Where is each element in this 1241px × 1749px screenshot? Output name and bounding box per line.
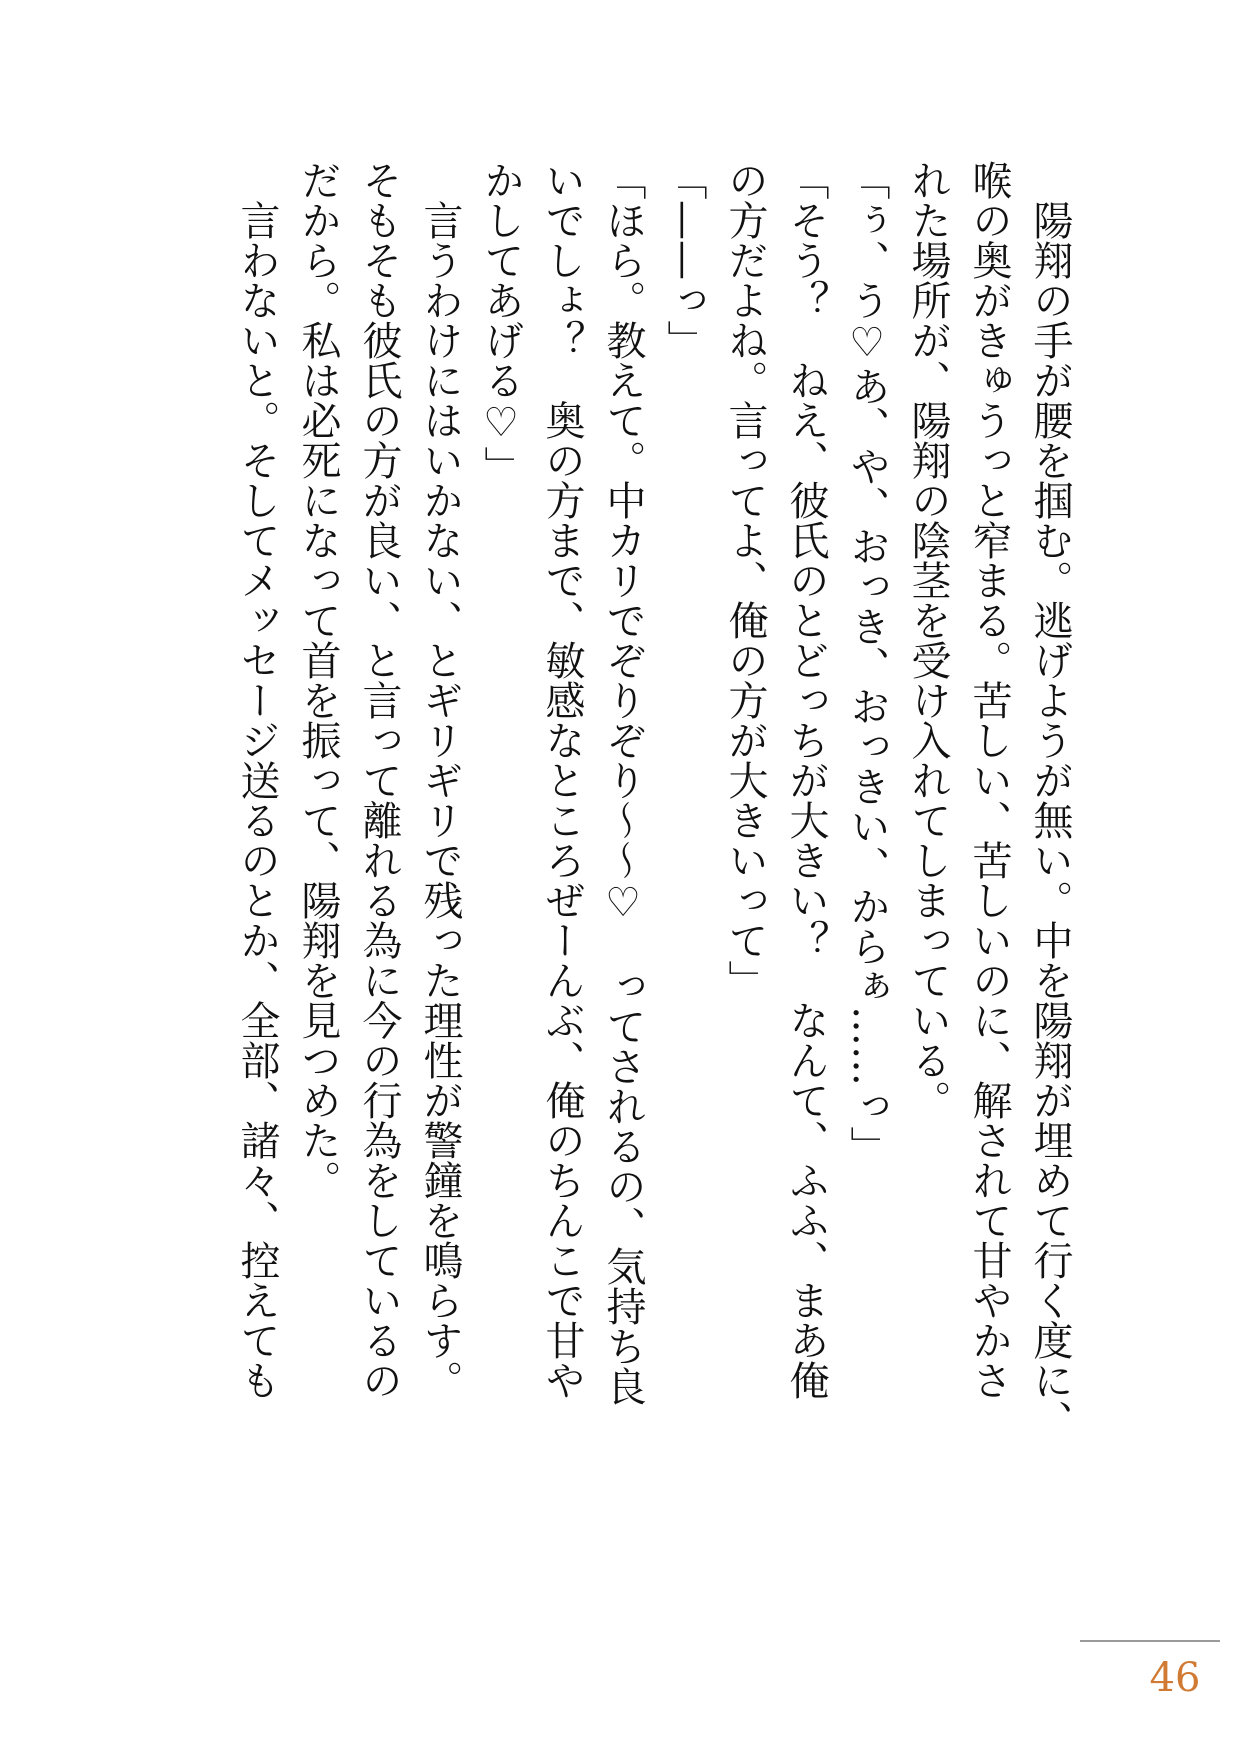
text-line: そもそも彼氏の方が良い、と言って離れる為に今の行為をしているの xyxy=(356,160,402,1400)
text-line: 「——っ」 xyxy=(661,160,707,360)
text-line: かしてあげる♡」 xyxy=(478,160,524,486)
text-line: 言わないと。そしてメッセージ送るのとか、全部、諸々、控えても xyxy=(234,160,280,1400)
text-line: 「そう？ ねえ、彼氏のとどっちが大きい？ なんて、ふふ、まあ俺 xyxy=(783,160,829,1400)
body-text xyxy=(180,160,1080,1500)
text-line: 「ほら。教えて。中カリでぞりぞり〜〜♡ ってされるの、気持ち良 xyxy=(600,160,646,1406)
text-line: いでしょ？ 奥の方まで、敏感なところぜーんぶ、俺のちんこで甘や xyxy=(539,160,585,1400)
footer-divider xyxy=(1080,1640,1220,1642)
text-line: の方だよね。言ってよ、俺の方が大きいって」 xyxy=(722,160,768,1000)
page-number: 46 xyxy=(1149,1655,1201,1701)
text-line: 喉の奥がきゅうっと窄まる。苦しい、苦しいのに、解されて甘やかさ xyxy=(966,160,1012,1400)
text-line: 陽翔の手が腰を掴む。逃げようが無い。中を陽翔が埋めて行く度に、 xyxy=(1027,160,1073,1440)
text-line: 言うわけにはいかない、とギリギリで残った理性が警鐘を鳴らす。 xyxy=(417,160,463,1400)
text-line: 「ぅ、う♡あ、や、おっき、おっきい、からぁ……っ」 xyxy=(844,160,890,1166)
text-line: だから。私は必死になって首を振って、陽翔を見つめた。 xyxy=(295,160,341,1200)
text-line: れた場所が、陽翔の陰茎を受け入れてしまっている。 xyxy=(905,160,951,1120)
